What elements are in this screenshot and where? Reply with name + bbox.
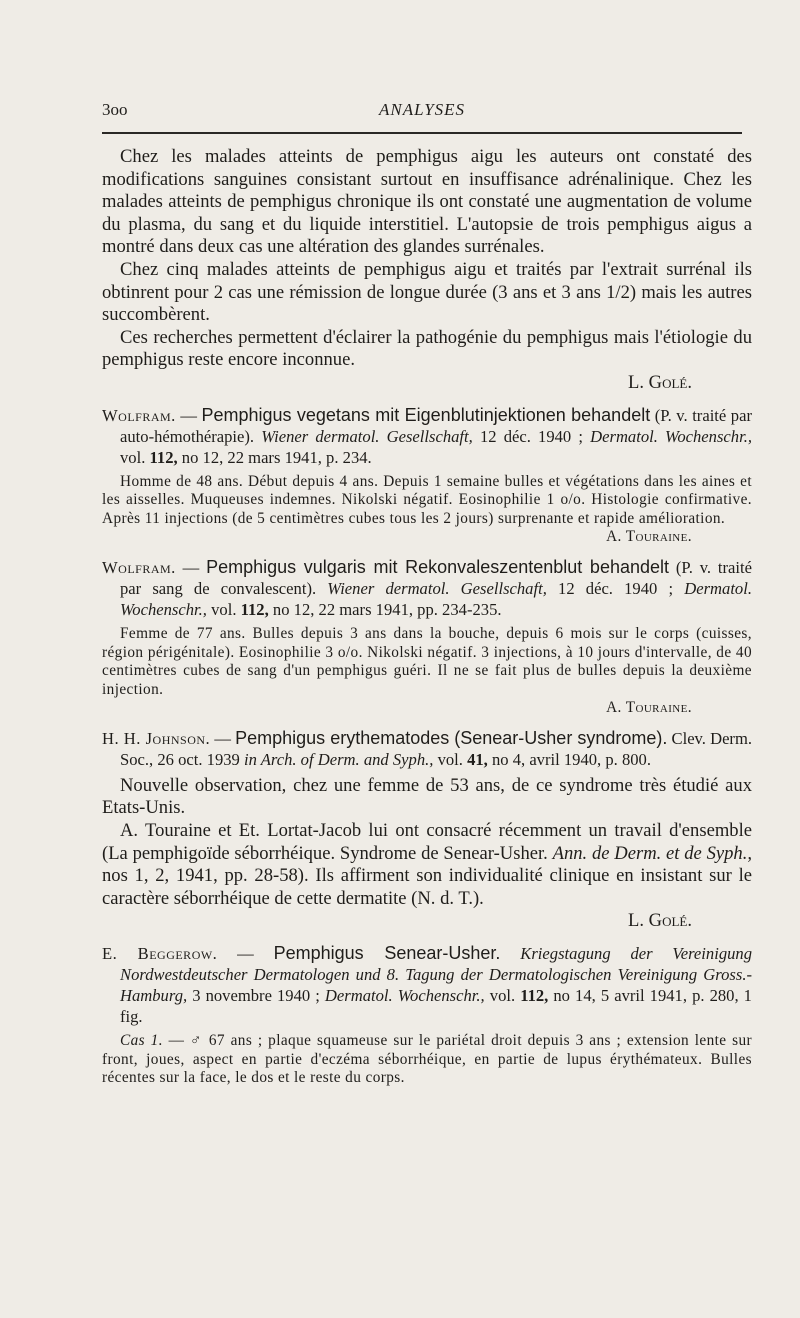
journal: Wiener dermatol. Gesellschaft, xyxy=(261,426,473,446)
journal: Dermatol. Wochenschr., xyxy=(120,578,752,619)
page-header xyxy=(102,100,742,124)
author: H. H. Johnson. xyxy=(102,728,211,748)
paragraph: Ces recherches permettent d'éclairer la pathogénie du pemphigus mais l'étiologie du pemphigus reste encore inconnue. L. Golé. xyxy=(102,326,752,393)
paragraph: Nouvelle observation, chez une femme de 53 ans, de ce syndrome très étudié aux Etats-Unis. xyxy=(102,774,752,819)
signature: A. Touraine. xyxy=(606,528,692,546)
signature: A. Touraine. xyxy=(606,699,692,717)
reference-title: Pemphigus vulgaris mit Rekonvaleszentenblut behandelt xyxy=(206,556,670,577)
running-title: ANALYSES xyxy=(378,100,466,119)
reference-title: Pemphigus erythematodes (Senear-Usher syndrome). xyxy=(235,727,668,748)
volume: 112, xyxy=(520,986,549,1006)
paragraph: A. Touraine et Et. Lortat-Jacob lui ont consacré récemment un travail d'ensemble (La pemphigoïde séborrhéique. Syndrome de Senear-Usher. Ann. de Derm. et de Syph., nos 1, 2, 1941, pp. 28-58). Ils affirment son individualité clinique en insistant sur le caractère séborrhéique de cette dermatite (N. d. T.). xyxy=(102,820,753,909)
reference-title: Pemphigus vegetans mit Eigenblutinjektionen behandelt xyxy=(201,404,651,425)
signature: L. Golé. xyxy=(627,371,692,393)
header-rule xyxy=(102,132,742,134)
article-body xyxy=(102,146,752,1088)
page-number: 3oo xyxy=(102,100,128,119)
reference-wolfram-vegetans: Wolfram. — Pemphigus vegetans mit Eigenblutinjektionen behandelt (P. v. traité par auto-hémothérapie). Wiener dermatol. Gesellschaft, 12 déc. 1940 ; Dermatol. Wochenschr., vol. 112, no 12, 22 mars 1941, p. 234. xyxy=(102,404,753,467)
abstract: Femme de 77 ans. Bulles depuis 3 ans dans la bouche, depuis 6 mois sur le corps (cuisses, région périgénitale). Eosinophilie 3 o/o. Nikolski négatif. 3 injections, à 10 jours d'intervalle, de 40 centimètres cubes de sang d'un pemphigus guéri. Il ne se fait plus de bulles depuis la deuxième injection. xyxy=(102,624,752,698)
volume: 112, xyxy=(149,447,178,467)
signature: L. Golé. xyxy=(627,910,692,932)
journal: Kriegstagung der Vereinigung Nordwestdeutscher Dermatologen und 8. Tagung der Dermatologischen Vereinigung Gross.-Hamburg, xyxy=(120,944,753,1006)
journal: in Arch. of Derm. and Syph., xyxy=(243,749,434,769)
journal: Wiener dermatol. Gesellschaft, xyxy=(327,578,547,598)
journal: Dermatol. Wochenschr., xyxy=(324,986,485,1006)
volume: 41, xyxy=(467,749,488,769)
reference-wolfram-vulgaris: Wolfram. — Pemphigus vulgaris mit Rekonvaleszentenblut behandelt (P. v. traité par sang de convalescent). Wiener dermatol. Gesellschaft, 12 déc. 1940 ; Dermatol. Wochenschr., vol. 112, no 12, 22 mars 1941, pp. 234-235. xyxy=(102,556,752,619)
paragraph: Chez les malades atteints de pemphigus aigu les auteurs ont constaté des modifications sanguines consistant surtout en insuffisance adrénalinique. Chez les malades atteints de pemphigus chronique ils ont constaté une augmentation de volume du plasma, du sang et du liquide interstitiel. L'autopsie de trois pemphigus aigus a montré dans deux cas une altération des glandes surrénales. xyxy=(102,146,752,258)
abstract: Cas 1. — ♂ 67 ans ; plaque squameuse sur le pariétal droit depuis 3 ans ; extension lente sur front, joues, aspect en partie d'eczéma séborrhéique, en partie de lupus érythémateux. Bulles récentes sur la face, le dos et le reste du corps. xyxy=(102,1032,752,1087)
reference-johnson: H. H. Johnson. — Pemphigus erythematodes (Senear-Usher syndrome). Clev. Derm. Soc., 26 oct. 1939 in Arch. of Derm. and Syph., vol. 41, no 4, avril 1940, p. 800. xyxy=(102,727,753,769)
reference-beggerow: E. Beggerow. — Pemphigus Senear-Usher. Kriegstagung der Vereinigung Nordwestdeutscher Dermatologen und 8. Tagung der Dermatologischen Vereinigung Gross.-Hamburg, 3 novembre 1940 ; Dermatol. Wochenschr., vol. 112, no 14, 5 avril 1941, p. 280, 1 fig. xyxy=(102,943,753,1027)
case-label: Cas 1. xyxy=(120,1032,163,1050)
journal: Ann. de Derm. et de Syph., xyxy=(552,842,753,864)
paragraph: Chez cinq malades atteints de pemphigus aigu et traités par l'extrait surrénal ils obtinrent pour 2 cas une rémission de longue durée (3 ans et 3 ans 1/2) mais les autres succombèrent. xyxy=(102,258,752,326)
author: Wolfram. xyxy=(102,405,176,425)
journal: Dermatol. Wochenschr., xyxy=(590,426,753,446)
volume: 112, xyxy=(240,599,269,619)
abstract: Homme de 48 ans. Début depuis 4 ans. Depuis 1 semaine bulles et végétations dans les aines et les aisselles. Muqueuses indemnes. Nikolski négatif. Eosinophilie 1 o/o. Histologie confirmative. Après 11 injections (de 5 centimètres cubes tous les 2 jours) surprenante et rapide amélioration. xyxy=(102,472,752,527)
reference-title: Pemphigus Senear-Usher. xyxy=(273,943,501,964)
author: Wolfram. xyxy=(102,557,176,577)
author: E. Beggerow. xyxy=(102,944,218,964)
